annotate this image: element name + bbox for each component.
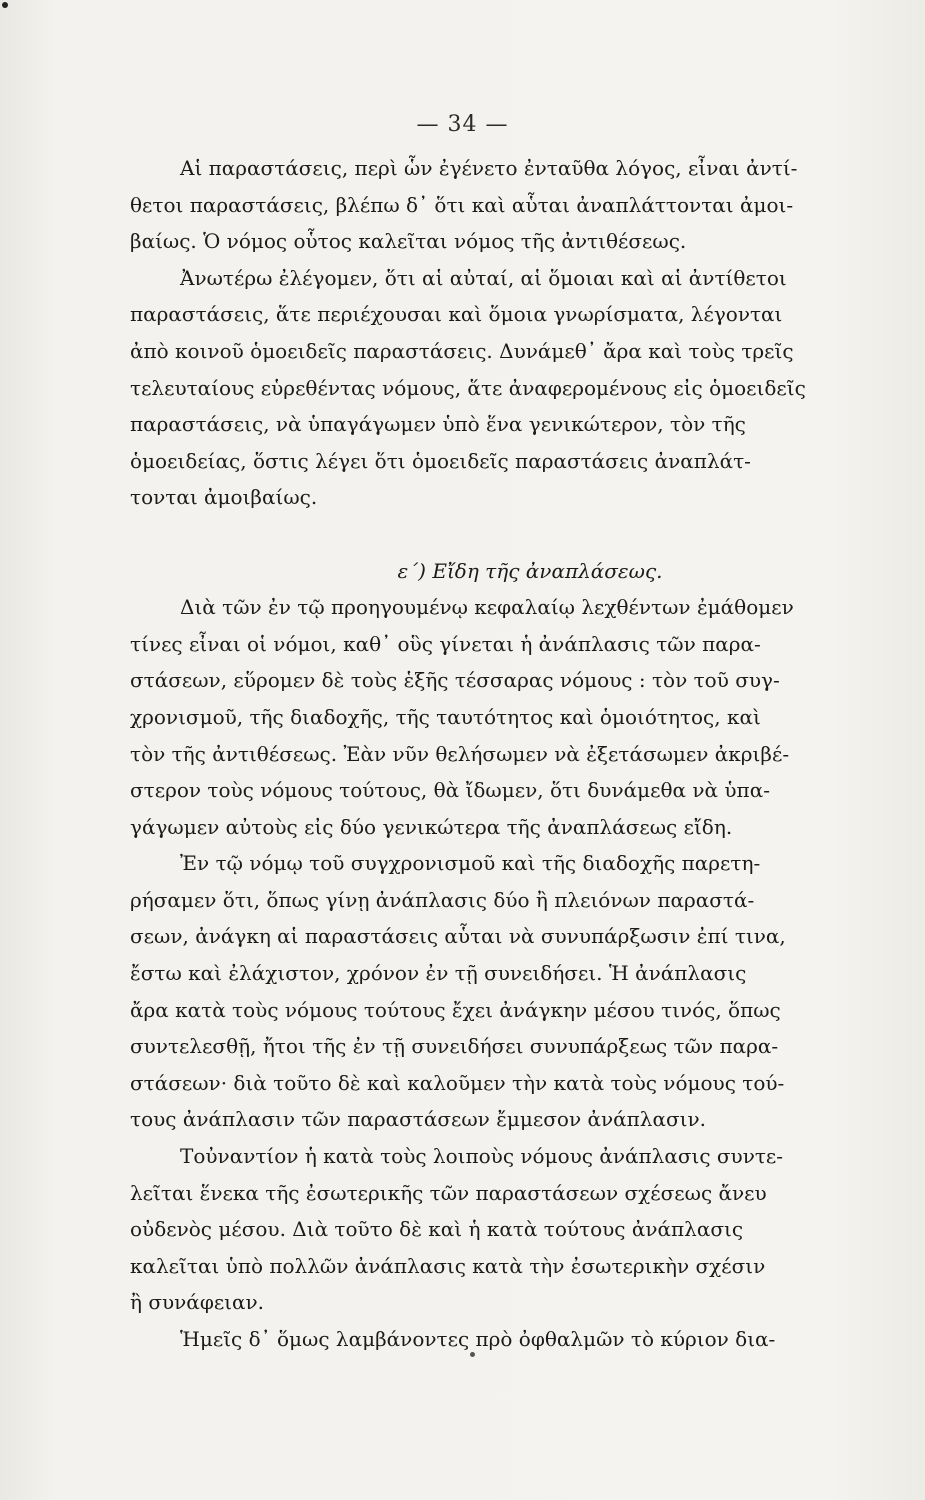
text-line: βαίως. Ὁ νόμος οὗτος καλεῖται νόμος τῆς ἀντιθέσεως. <box>130 229 687 254</box>
text-line: τονται ἀμοιβαίως. <box>130 485 318 510</box>
text-line: καλεῖται ὑπὸ πολλῶν ἀνάπλασις κατὰ τὴν ἐσωτερικὴν σχέσιν <box>130 1253 766 1278</box>
page-number: — 34 — <box>416 112 509 137</box>
text-line: ὁμοειδείας, ὅστις λέγει ὅτι ὁμοειδεῖς παραστάσεις ἀναπλάτ- <box>130 448 751 473</box>
ink-speck <box>470 1352 475 1357</box>
text-line: ἄρα κατὰ τοὺς νόμους τούτους ἔχει ἀνάγκην μέσου τινός, ὅπως <box>130 997 781 1022</box>
blank-line <box>130 516 890 553</box>
text-line: Αἱ παραστάσεις, περὶ ὧν ἐγένετο ἐνταῦθα λόγος, εἶναι ἀντί- <box>180 156 798 180</box>
text-line: ἢ συνάφειαν. <box>130 1290 265 1315</box>
page-text-block <box>130 150 890 1358</box>
text-line: Ἡμεῖς δ᾽ ὅμως λαμβάνοντες πρὸ ὀφθαλμῶν τὸ κύριον δια- <box>180 1327 776 1351</box>
text-line: οὐδενὸς μέσου. Διὰ τοῦτο δὲ καὶ ἡ κατὰ τούτους ἀνάπλασις <box>130 1217 744 1242</box>
text-line: στάσεων, εὕρομεν δὲ τοὺς ἑξῆς τέσσαρας νόμους : τὸν τοῦ συγ- <box>130 668 780 693</box>
text-line: στερον τοὺς νόμους τούτους, θὰ ἴδωμεν, ὅτι δυνάμεθα νὰ ὑπα- <box>130 778 770 803</box>
text-line: τὸν τῆς ἀντιθέσεως. Ἐὰν νῦν θελήσωμεν νὰ ἐξετάσωμεν ἀκριβέ- <box>130 741 790 766</box>
text-line: Τοὐναντίον ἡ κατὰ τοὺς λοιποὺς νόμους ἀνάπλασις συντε- <box>180 1144 784 1169</box>
text-line: θετοι παραστάσεις, βλέπω δ᾽ ὅτι καὶ αὗται ἀναπλάττονται ἀμοι- <box>130 192 794 217</box>
text-line: ρήσαμεν ὅτι, ὅπως γίνῃ ἀνάπλασις δύο ἢ πλειόνων παραστά- <box>130 887 755 912</box>
text-line: Ἐν τῷ νόμῳ τοῦ συγχρονισμοῦ καὶ τῆς διαδοχῆς παρετη- <box>180 851 761 876</box>
text-line: στάσεων· διὰ τοῦτο δὲ καὶ καλοῦμεν τὴν κατὰ τοὺς νόμους τού- <box>130 1070 785 1095</box>
text-line: παραστάσεις, νὰ ὑπαγάγωμεν ὑπὸ ἕνα γενικώτερον, τὸν τῆς <box>130 412 746 437</box>
text-line: Διὰ τῶν ἐν τῷ προηγουμένῳ κεφαλαίῳ λεχθέντων ἐμάθομεν <box>180 595 794 620</box>
text-line: τελευταίους εὑρεθέντας νόμους, ἅτε ἀναφερομένους εἰς ὁμοειδεῖς <box>130 375 806 400</box>
text-line: ἔστω καὶ ἐλάχιστον, χρόνον ἐν τῇ συνειδήσει. Ἡ ἀνάπλασις <box>130 961 747 986</box>
text-line: παραστάσεις, ἅτε περιέχουσαι καὶ ὅμοια γνωρίσματα, λέγονται <box>130 302 783 327</box>
text-line: τίνες εἶναι οἱ νόμοι, καθ᾽ οὓς γίνεται ἡ ἀνάπλασις τῶν παρα- <box>130 631 761 656</box>
text-line: σεων, ἀνάγκη αἱ παραστάσεις αὗται νὰ συνυπάρξωσιν ἐπί τινα, <box>130 924 786 949</box>
text-line: γάγωμεν αὐτοὺς εἰς δύο γενικώτερα τῆς ἀναπλάσεως εἴδη. <box>130 814 733 839</box>
corner-ink-mark <box>2 2 8 8</box>
text-line: τους ἀνάπλασιν τῶν παραστάσεων ἔμμεσον ἀνάπλασιν. <box>130 1107 706 1132</box>
text-line: χρονισμοῦ, τῆς διαδοχῆς, τῆς ταυτότητος καὶ ὁμοιότητος, καὶ <box>130 704 761 729</box>
text-line: Ἀνωτέρω ἐλέγομεν, ὅτι αἱ αὐταί, αἱ ὅμοιαι καὶ αἱ ἀντίθετοι <box>180 265 787 290</box>
text-line: ἀπὸ κοινοῦ ὁμοειδεῖς παραστάσεις. Δυνάμεθ᾽ ἄρα καὶ τοὺς τρεῖς <box>130 338 794 363</box>
text-line: συντελεσθῇ, ἤτοι τῆς ἐν τῇ συνειδήσει συνυπάρξεως τῶν παρα- <box>130 1034 779 1059</box>
section-heading: ε´) Εἴδη τῆς ἀναπλάσεως. <box>397 558 663 583</box>
text-line: λεῖται ἕνεκα τῆς ἐσωτερικῆς τῶν παραστάσεων σχέσεως ἄνευ <box>130 1180 767 1205</box>
